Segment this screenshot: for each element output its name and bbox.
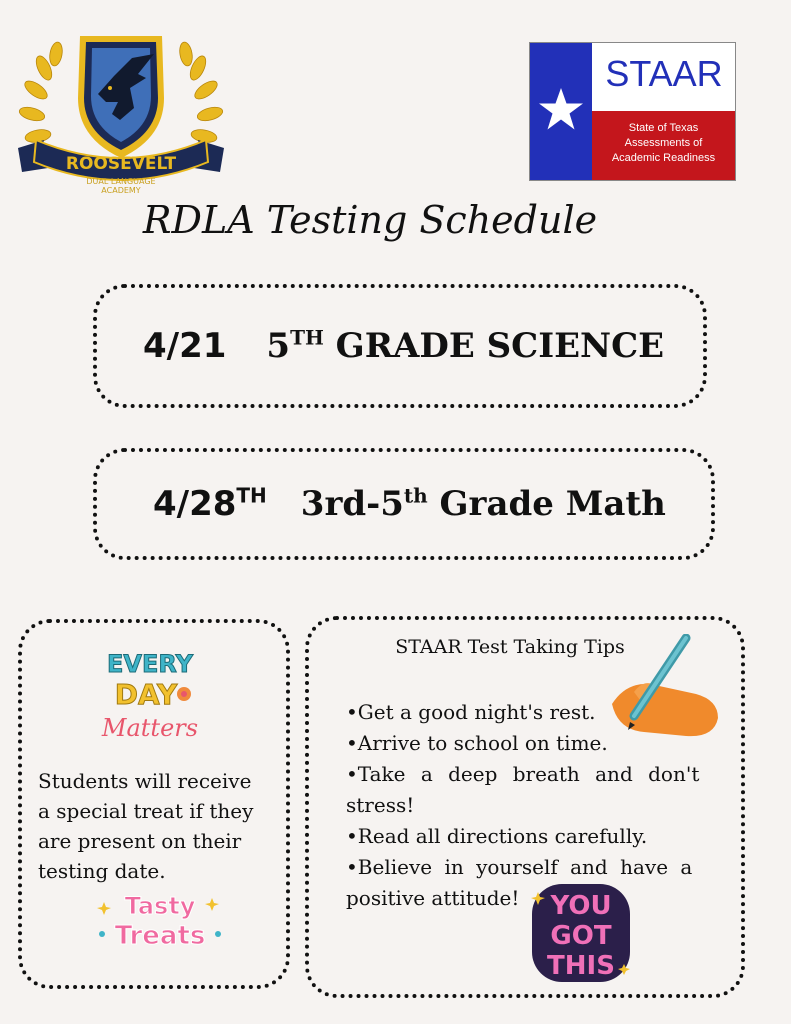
you-got-this-sticker [526,880,636,986]
attendance-line: are present on their [38,829,242,853]
schedule-date: 4/21 [143,326,227,366]
sticker-matters: Matters [101,714,199,742]
roosevelt-logo [14,28,228,198]
tip-item: positive attitude! [346,886,520,910]
sticker-tasty: Tasty [124,892,196,920]
tasty-treats-sticker [94,886,224,952]
schedule-grade-sup: th [403,483,428,508]
sticker-every: EVERY [107,650,193,678]
tip-item: •Believe in yourself and have a [346,855,693,879]
logo-subtitle-2: ACADEMY [101,186,141,195]
schedule-subject-text: GRADE SCIENCE [323,326,665,366]
sticker-treats: Treats [114,921,206,951]
schedule-date-text: 4/28 [153,484,237,524]
every-day-matters-sticker [100,644,200,754]
attendance-line: a special treat if they [38,799,254,823]
attendance-line: Students will receive [38,769,252,793]
star-icon [538,87,584,131]
schedule-item-math [93,448,715,560]
tips-title: STAAR Test Taking Tips [395,636,625,658]
tip-item: •Read all directions carefully. [346,824,648,848]
schedule-date-sup: TH [236,483,267,508]
tip-item: •Arrive to school on time. [346,731,608,755]
schedule-grade-sup: TH [290,325,324,350]
tip-item: •Get a good night's rest. [346,700,596,724]
attendance-line: testing date. [38,859,166,883]
schedule-subject [266,326,664,366]
sticker-this: THIS [547,951,615,981]
schedule-grade: 3rd-5 [300,484,404,524]
sticker-day: DAY [114,678,178,711]
tip-item: stress! [346,793,415,817]
tip-item: •Take a deep breath and don't [346,762,700,786]
schedule-date [153,484,267,524]
schedule-grade: 5 [266,326,291,366]
schedule-subject [301,484,666,524]
page-title: RDLA Testing Schedule [142,198,598,242]
sticker-got: GOT [550,921,612,951]
staar-line-3: Academic Readiness [611,152,716,164]
staar-logo [529,42,736,181]
schedule-subject-text: Grade Math [427,484,666,524]
schedule-item-science [93,284,707,408]
logo-school-name: ROOSEVELT [65,154,177,174]
sticker-you: YOU [550,891,612,921]
staar-line-2: Assessments of [624,137,703,149]
staar-line-1: State of Texas [628,122,699,134]
logo-subtitle-1: DUAL LANGUAGE [86,177,156,186]
attendance-text [38,766,270,886]
staar-word: STAAR [605,53,723,94]
